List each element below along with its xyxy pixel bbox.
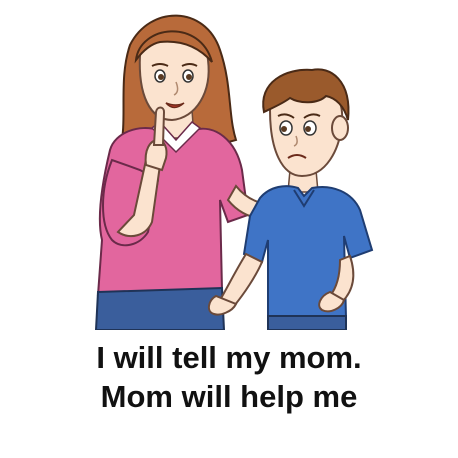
mother-right-pupil bbox=[186, 74, 192, 80]
boy-ear bbox=[332, 116, 348, 140]
mother-left-pupil bbox=[158, 74, 164, 80]
mother-pants bbox=[96, 288, 224, 330]
boy-right-pupil bbox=[305, 126, 311, 132]
boy-left-arm bbox=[220, 254, 262, 306]
caption-line-2: Mom will help me bbox=[100, 379, 358, 414]
caption-line-1: I will tell my mom. bbox=[96, 340, 362, 375]
caption bbox=[0, 338, 458, 416]
boy-left-pupil bbox=[281, 126, 287, 132]
boy-pants bbox=[268, 316, 346, 330]
boy-shirt bbox=[244, 186, 372, 318]
mother-finger bbox=[154, 108, 164, 146]
